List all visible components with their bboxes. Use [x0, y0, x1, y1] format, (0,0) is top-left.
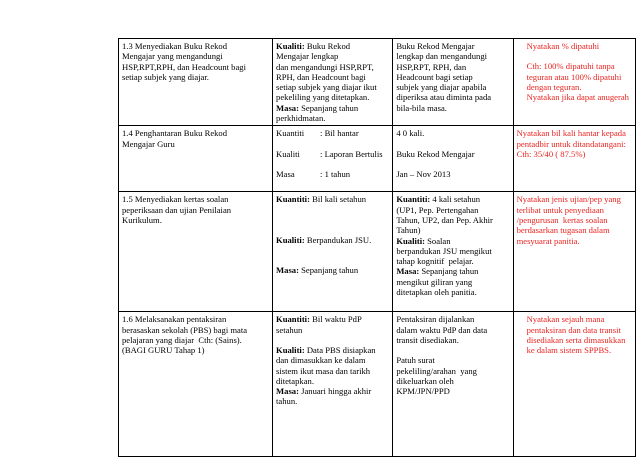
- spacer: [276, 215, 389, 225]
- kualiti-label: Kualiti:: [396, 235, 425, 246]
- cell-line: perkhidmatan.: [276, 113, 326, 124]
- cell-text: Buku Rekod: [306, 41, 351, 51]
- indicator-cell: [273, 39, 393, 126]
- cell-text: Sepanjang tahun: [301, 102, 359, 113]
- spacer: [276, 255, 389, 265]
- cell-text: Sepanjang tahun: [421, 266, 479, 277]
- note-cell: [513, 192, 635, 312]
- note-cell: [513, 126, 635, 192]
- kv-key: Kualiti: [276, 148, 300, 159]
- target-cell: [393, 126, 513, 192]
- cell-line: transit disediakan.: [396, 334, 459, 345]
- indicator-cell: [273, 126, 393, 192]
- masa-label: Masa:: [276, 386, 299, 397]
- cell-line: setiap subjek yang diajar.: [122, 71, 209, 82]
- note-line: ke dalam sistem SPPBS.: [526, 345, 612, 356]
- cell-line: Tahun, UP2, dan Pep. Akhir: [396, 214, 493, 225]
- cell-line: dalam waktu PdP dan data: [396, 324, 488, 335]
- table-row: [119, 39, 636, 126]
- sktp-table: [118, 38, 636, 457]
- spacer: [276, 245, 389, 255]
- note-line: pentadbir untuk ditandatangani:: [516, 138, 626, 149]
- cell-text: Berpandukan JSU.: [306, 234, 372, 245]
- target-cell: [393, 192, 513, 312]
- cell-text: Bil waktu PdP: [312, 314, 362, 325]
- cell-line: Buku Rekod Mengajar: [396, 148, 475, 159]
- cell-line: 1.6 Melaksanakan pentaksiran: [122, 314, 227, 325]
- cell-line: berasaskan sekolah (PBS) bagi mata: [122, 324, 248, 335]
- cell-text: Januari hingga akhir: [301, 386, 372, 397]
- note-line: disediakan serta dimasukkan: [526, 334, 626, 345]
- cell-line: ditetapkan.: [276, 375, 314, 386]
- spacer: [276, 159, 389, 169]
- cell-line: peperiksaan dan ujian Penilaian: [122, 204, 232, 215]
- cell-line: Pentaksiran dijalankan: [396, 314, 475, 325]
- spacer: [517, 51, 632, 61]
- target-cell: [393, 312, 513, 457]
- cell-line: dan mengandungi HSP,RPT,: [276, 61, 374, 72]
- kuantiti-label: Kuantiti:: [276, 314, 310, 325]
- spacer: [396, 139, 509, 149]
- masa-label: Masa:: [396, 266, 420, 277]
- cell-line: 4 0 kali.: [396, 128, 425, 139]
- spacer: [396, 159, 509, 169]
- cell-line: tahun.: [276, 396, 298, 407]
- cell-line: Kurikulum.: [122, 214, 162, 225]
- cell-line: setahun: [276, 324, 303, 335]
- activity-cell: [119, 126, 273, 192]
- cell-line: berpandukan JSU mengikut: [396, 245, 492, 256]
- cell-line: Buku Rekod Mengajar: [396, 41, 475, 51]
- note-line: Cth: 100% dipatuhi tanpa: [526, 61, 615, 72]
- spacer: [276, 205, 389, 215]
- note-line: dengan teguran.: [526, 81, 582, 92]
- kv-key: Masa: [276, 168, 295, 179]
- cell-text: Sepanjang tahun: [301, 264, 359, 275]
- kualiti-label: Kualiti:: [276, 41, 305, 51]
- activity-cell: [119, 39, 273, 126]
- cell-line: 1.3 Menyediakan Buku Rekod: [122, 41, 228, 51]
- kv-value: : Laporan Bertulis: [320, 148, 383, 159]
- kuantiti-label: Kuantiti:: [276, 194, 310, 205]
- cell-line: tahap kognitif pelajar.: [396, 256, 474, 267]
- masa-label: Masa:: [276, 102, 299, 113]
- cell-line: diperiksa atau diminta pada: [396, 92, 492, 103]
- cell-line: pekeliling/arahan yang: [396, 365, 477, 376]
- cell-line: ditetapkan oleh panitia.: [396, 287, 477, 298]
- table-row: [119, 126, 636, 192]
- indicator-cell: [273, 312, 393, 457]
- kuantiti-label: Kuantiti:: [396, 194, 431, 205]
- kv-key: Kuantiti: [276, 128, 305, 139]
- note-line: teguran atau 100% dipatuhi: [526, 71, 622, 82]
- cell-line: bila-bila masa.: [396, 102, 447, 113]
- cell-line: pelajaran yang diajar Cth: (Sains).: [122, 334, 242, 345]
- note-line: Nyatakan jika dapat anugerah: [526, 92, 629, 103]
- cell-line: Jan – Nov 2013: [396, 168, 451, 179]
- note-line: Cth: 35/40 ( 87.5%): [516, 148, 586, 159]
- cell-line: mengikut giliran yang: [396, 276, 473, 287]
- note-line: Nyatakan sejauh mana: [526, 314, 605, 325]
- spacer: [276, 139, 389, 149]
- masa-label: Masa:: [276, 264, 299, 275]
- cell-line: dan dimasukkan ke dalam: [276, 355, 366, 366]
- note-cell: [513, 39, 635, 126]
- note-cell: [513, 312, 635, 457]
- cell-line: KPM/JPN/PPD: [396, 386, 450, 397]
- cell-line: Patuh surat: [396, 355, 435, 366]
- cell-text: Soalan: [427, 235, 451, 246]
- kualiti-label: Kualiti:: [276, 234, 305, 245]
- cell-text: 4 kali setahun: [432, 194, 481, 205]
- cell-line: subjek yang diajar apabila: [396, 82, 487, 93]
- note-line: Nyatakan jenis ujian/pep yang: [516, 194, 621, 205]
- cell-line: 1.4 Penghantaran Buku Rekod: [122, 128, 228, 139]
- cell-line: pekeliling yang ditetapkan.: [276, 92, 370, 103]
- cell-line: Headcount bagi setiap: [396, 71, 473, 82]
- table-row: [119, 192, 636, 312]
- cell-line: sistem ikut masa dan tarikh: [276, 365, 371, 376]
- note-line: mesyuarat panitia.: [516, 235, 580, 246]
- kv-value: : 1 tahun: [320, 168, 351, 179]
- cell-line: 1.5 Menyediakan kertas soalan: [122, 194, 229, 205]
- indicator-cell: [273, 192, 393, 312]
- note-line: berdasarkan tugasan dalam: [516, 225, 610, 236]
- table-row: [119, 312, 636, 457]
- note-line: pentaksiran dan data transit: [526, 324, 621, 335]
- cell-line: (UP1, Pep. Pertengahan: [396, 204, 479, 215]
- cell-line: RPH, dan Headcount bagi: [276, 71, 366, 82]
- cell-line: Tahun): [396, 225, 421, 236]
- cell-line: lengkap dan mengandungi: [396, 51, 488, 62]
- note-line: terlibat untuk penyediaan: [516, 204, 604, 215]
- spacer: [276, 225, 389, 235]
- spacer: [396, 345, 509, 355]
- note-line: /pengurusan kertas soalan: [516, 214, 608, 225]
- cell-line: setiap subjek yang diajar ikut: [276, 82, 377, 93]
- activity-cell: [119, 192, 273, 312]
- cell-text: Bil kali setahun: [312, 194, 367, 205]
- activity-cell: [119, 312, 273, 457]
- cell-line: HSP,RPT, RPH, dan: [396, 61, 467, 72]
- spacer: [276, 335, 389, 345]
- cell-line: Mengajar lengkap: [276, 51, 339, 62]
- kualiti-label: Kualiti:: [276, 344, 305, 355]
- cell-line: (BAGI GURU Tahap 1): [122, 345, 205, 356]
- cell-line: Mengajar yang mengandungi: [122, 51, 223, 62]
- cell-line: dikeluarkan oleh: [396, 375, 454, 386]
- note-line: Nyatakan % dipatuhi: [526, 41, 600, 51]
- cell-line: Mengajar Guru: [122, 138, 175, 149]
- cell-line: HSP,RPT,RPH, dan Headcount bagi: [122, 61, 246, 72]
- target-cell: [393, 39, 513, 126]
- kv-value: : Bil hantar: [320, 128, 359, 139]
- note-line: Nyatakan bil kali hantar kepada: [516, 128, 626, 139]
- cell-text: Data PBS disiapkan: [306, 344, 376, 355]
